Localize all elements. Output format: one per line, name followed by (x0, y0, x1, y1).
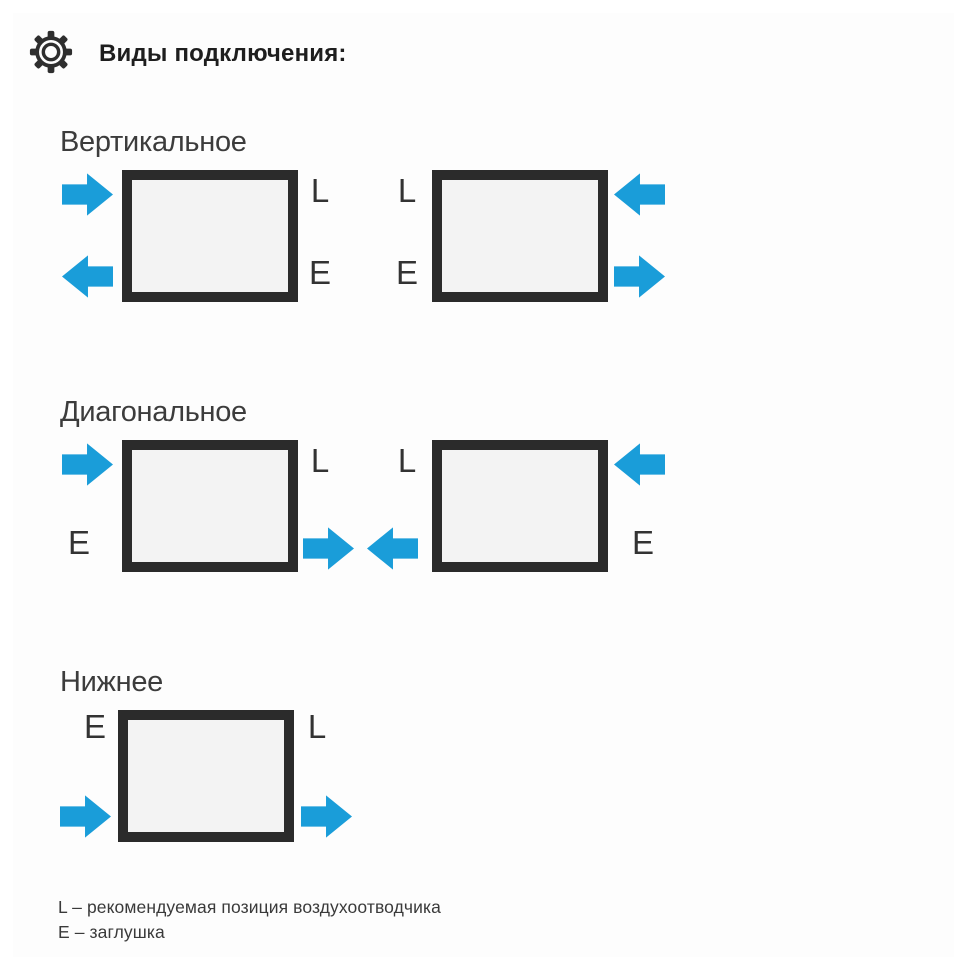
radiator-box (122, 170, 298, 302)
port-label-l: L (397, 442, 417, 479)
port-label-e: E (67, 524, 90, 561)
section-title-vertical: Вертикальное (60, 126, 247, 158)
legend-line-air-vent: L – рекомендуемая позиция воздухоотводчика (58, 897, 441, 917)
radiator-box (432, 440, 608, 572)
flow-arrow-right-icon (60, 795, 111, 838)
flow-arrow-right-icon (303, 527, 354, 570)
gear-icon (28, 29, 74, 75)
port-label-e: E (395, 254, 418, 291)
radiator-box (118, 710, 294, 842)
radiator-box (122, 440, 298, 572)
port-label-l: L (310, 442, 330, 479)
port-label-e: E (631, 524, 654, 561)
flow-arrow-left-icon (62, 255, 113, 298)
port-label-l: L (307, 708, 327, 745)
flow-arrow-right-icon (62, 173, 113, 216)
section-title-diagonal: Диагональное (60, 396, 247, 428)
port-label-l: L (310, 172, 330, 209)
flow-arrow-right-icon (301, 795, 352, 838)
port-label-l: L (397, 172, 417, 209)
flow-arrow-left-icon (614, 173, 665, 216)
port-label-e: E (308, 254, 331, 291)
section-title-bottom: Нижнее (60, 666, 164, 698)
port-label-e: E (83, 708, 106, 745)
legend-line-plug: E – заглушка (58, 922, 165, 942)
page-title: Виды подключения: (99, 40, 347, 67)
flow-arrow-right-icon (614, 255, 665, 298)
flow-arrow-left-icon (367, 527, 418, 570)
radiator-box (432, 170, 608, 302)
flow-arrow-left-icon (614, 443, 665, 486)
flow-arrow-right-icon (62, 443, 113, 486)
